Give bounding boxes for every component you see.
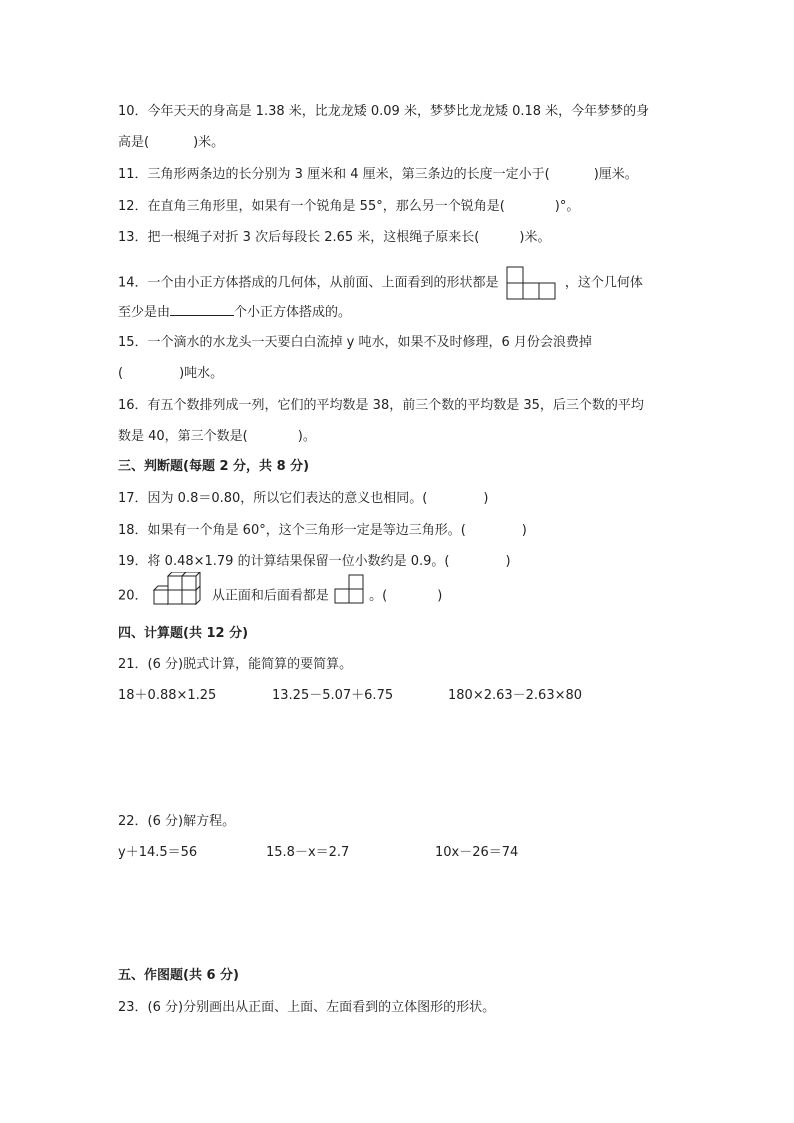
question-18	[118, 522, 527, 540]
expression-2: 13.25－5.07＋6.75	[272, 688, 394, 703]
question-17-close: )	[483, 491, 489, 506]
expression-3: 180×2.63－2.63×80	[448, 688, 583, 703]
equation-2: 15.8－x＝2.7	[266, 845, 350, 860]
question-14-text-3: 个小正方体搭成的。	[234, 305, 352, 320]
section-4-heading: 四、计算题(共 12 分)	[118, 626, 249, 641]
question-14-line-1	[118, 266, 643, 300]
question-14-text-end: ，这个几何体	[564, 275, 643, 291]
question-23-title: 23．(6 分)分别画出从正面、上面、左面看到的立体图形的形状。	[118, 1000, 496, 1015]
three-square-view-icon	[506, 266, 558, 300]
question-10-unit: )米。	[193, 135, 225, 150]
question-20-open: 。(	[369, 588, 388, 604]
question-18-close: )	[521, 523, 527, 538]
question-14-line-2	[118, 303, 351, 322]
cube-stack-icon	[152, 572, 208, 606]
question-20	[118, 586, 442, 606]
question-11	[118, 166, 638, 184]
question-16-text: 16．有五个数排列成一列，它们的平均数是 38，前三个数的平均数是 35，后三个数的平均	[118, 398, 644, 413]
question-12-unit: )°。	[554, 199, 580, 214]
question-13	[118, 229, 550, 247]
question-10-line-2	[118, 134, 224, 152]
question-10-line-1	[118, 103, 649, 121]
question-15-open: (	[118, 366, 124, 381]
question-17-text: 17．因为 0.8＝0.80，所以它们表达的意义也相同。(	[118, 491, 428, 506]
question-13-text: 13．把一根绳子对折 3 次后每段长 2.65 米，这根绳子原来长(	[118, 230, 480, 245]
question-19	[118, 553, 511, 571]
section-5-heading: 五、作图题(共 6 分)	[118, 968, 239, 983]
question-16-text-2: 数是 40，第三个数是(	[118, 429, 248, 444]
question-22-title: 22．(6 分)解方程。	[118, 814, 236, 829]
question-16-line-2	[118, 428, 316, 446]
question-16-end: )。	[297, 429, 316, 444]
expression-1: 18＋0.88×1.25	[118, 688, 217, 703]
question-20-close: )	[437, 588, 443, 604]
section-3-heading: 三、判断题(每题 2 分，共 8 分)	[118, 459, 310, 474]
question-18-text: 18．如果有一个角是 60°，这个三角形一定是等边三角形。(	[118, 523, 466, 538]
question-11-text: 11．三角形两条边的长分别为 3 厘米和 4 厘米，第三条边的长度一定小于(	[118, 167, 550, 182]
question-15-unit: )吨水。	[179, 366, 224, 381]
question-22-equations	[118, 844, 678, 862]
question-14-text-2: 至少是由	[118, 305, 171, 320]
question-10-text-2: 高是(	[118, 135, 150, 150]
question-20-number: 20．	[118, 588, 148, 604]
question-15-text: 15．一个滴水的水龙头一天要白白流掉 y 吨水，如果不及时修理，6 月份会浪费掉	[118, 335, 592, 350]
question-21-expressions	[118, 687, 678, 705]
question-14-text: 14．一个由小正方体搭成的几何体，从前面、上面看到的形状都是	[118, 275, 499, 291]
equation-3: 10x－26＝74	[435, 845, 519, 860]
question-12-text: 12．在直角三角形里，如果有一个锐角是 55°，那么另一个锐角是(	[118, 199, 505, 214]
question-19-text: 19．将 0.48×1.79 的计算结果保留一位小数约是 0.9。(	[118, 554, 450, 569]
question-16-line-1	[118, 397, 644, 415]
four-square-view-icon	[333, 573, 365, 605]
equation-1: y＋14.5＝56	[118, 845, 198, 860]
question-20-text: 从正面和后面看都是	[211, 588, 329, 604]
question-11-unit: )厘米。	[593, 167, 638, 182]
question-10-text: 10．今年天天的身高是 1.38 米，比龙龙矮 0.09 米，梦梦比龙龙矮 0.18 米，今年梦梦的身	[118, 104, 650, 119]
question-15-line-2	[118, 365, 223, 383]
question-12	[118, 198, 579, 216]
question-19-close: )	[505, 554, 511, 569]
answer-blank-underline[interactable]	[170, 303, 234, 316]
question-15-line-1	[118, 334, 592, 352]
question-13-unit: )米。	[519, 230, 551, 245]
question-21-title: 21．(6 分)脱式计算，能简算的要简算。	[118, 657, 353, 672]
question-17	[118, 490, 488, 508]
